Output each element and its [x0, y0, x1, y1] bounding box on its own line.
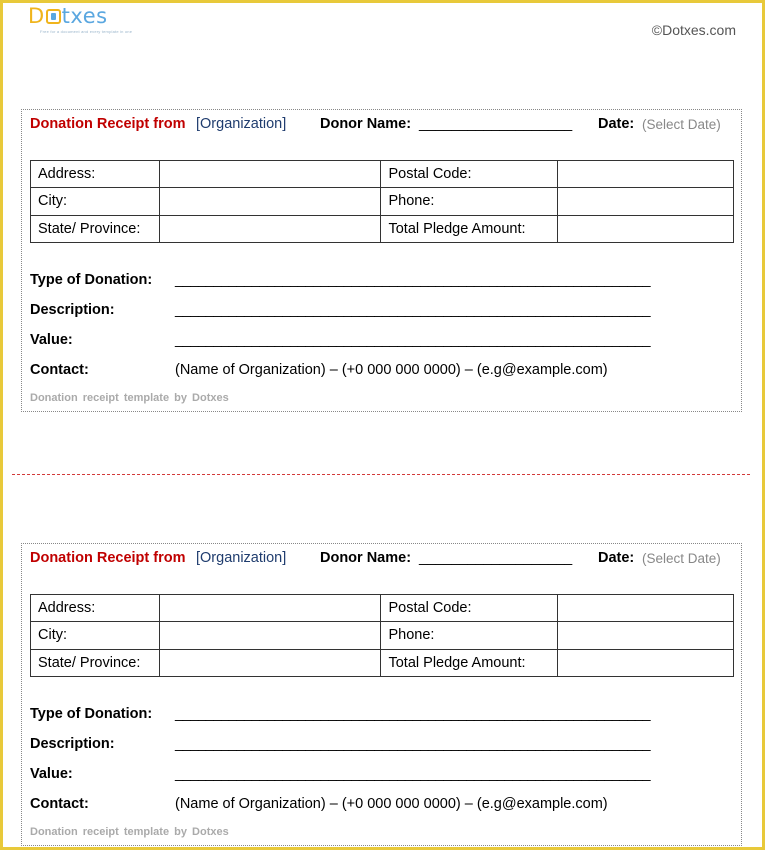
date-label: Date:: [598, 116, 635, 132]
template-credit: Donation receipt template by Dotxes: [30, 392, 229, 404]
city-cell[interactable]: [159, 622, 381, 649]
receipt-title: Donation Receipt from: [30, 116, 186, 132]
type-of-donation-blank[interactable]: ______________________________________________________________: [175, 706, 651, 722]
city-label: City:: [31, 622, 160, 649]
donor-info-table: [30, 160, 734, 243]
table-row: [31, 649, 734, 676]
address-label: Address:: [31, 595, 160, 622]
donor-name-label: Donor Name:: [320, 116, 412, 132]
state-province-label: State/ Province:: [31, 215, 160, 242]
receipt-header: [30, 550, 733, 570]
organization-field[interactable]: [Organization]: [196, 116, 287, 132]
total-pledge-cell[interactable]: [558, 215, 734, 242]
description-label: Description:: [30, 302, 115, 318]
table-row: [31, 215, 734, 242]
state-province-cell[interactable]: [159, 215, 381, 242]
type-of-donation-label: Type of Donation:: [30, 272, 153, 288]
phone-label: Phone:: [381, 188, 558, 215]
logo-letter-d: D: [28, 4, 45, 28]
table-row: [31, 161, 734, 188]
phone-label: Phone:: [381, 622, 558, 649]
description-label: Description:: [30, 736, 115, 752]
cut-line-divider: [12, 474, 750, 475]
contact-label: Contact:: [30, 796, 89, 812]
city-label: City:: [31, 188, 160, 215]
state-province-cell[interactable]: [159, 649, 381, 676]
description-blank[interactable]: ______________________________________________________________: [175, 736, 651, 752]
receipt-header: [30, 116, 733, 136]
phone-cell[interactable]: [558, 622, 734, 649]
date-picker[interactable]: (Select Date): [642, 551, 721, 566]
postal-code-cell[interactable]: [558, 161, 734, 188]
receipt-title: Donation Receipt from: [30, 550, 186, 566]
date-label: Date:: [598, 550, 635, 566]
organization-field[interactable]: [Organization]: [196, 550, 287, 566]
postal-code-label: Postal Code:: [381, 161, 558, 188]
donor-name-blank[interactable]: ___________________: [419, 116, 573, 132]
dotxes-logo: [28, 6, 108, 27]
total-pledge-cell[interactable]: [558, 649, 734, 676]
contact-text: (Name of Organization) – (+0 000 000 0000) – (e.g@example.com): [175, 796, 608, 812]
logo-text: txes: [61, 4, 108, 28]
value-label: Value:: [30, 332, 73, 348]
contact-text: (Name of Organization) – (+0 000 000 0000) – (e.g@example.com): [175, 362, 608, 378]
address-cell[interactable]: [159, 161, 381, 188]
state-province-label: State/ Province:: [31, 649, 160, 676]
table-row: [31, 622, 734, 649]
postal-code-label: Postal Code:: [381, 595, 558, 622]
phone-cell[interactable]: [558, 188, 734, 215]
donor-name-blank[interactable]: ___________________: [419, 550, 573, 566]
table-row: [31, 595, 734, 622]
donor-name-label: Donor Name:: [320, 550, 412, 566]
description-blank[interactable]: ______________________________________________________________: [175, 302, 651, 318]
copyright-text: ©Dotxes.com: [651, 22, 736, 38]
type-of-donation-label: Type of Donation:: [30, 706, 153, 722]
type-of-donation-blank[interactable]: ______________________________________________________________: [175, 272, 651, 288]
total-pledge-label: Total Pledge Amount:: [381, 649, 558, 676]
logo-document-icon: [46, 9, 61, 24]
logo-tagline: Free for a document and every template in one: [40, 29, 133, 34]
contact-label: Contact:: [30, 362, 89, 378]
value-blank[interactable]: ______________________________________________________________: [175, 766, 651, 782]
table-row: [31, 188, 734, 215]
postal-code-cell[interactable]: [558, 595, 734, 622]
value-blank[interactable]: ______________________________________________________________: [175, 332, 651, 348]
value-label: Value:: [30, 766, 73, 782]
donor-info-table: [30, 594, 734, 677]
address-label: Address:: [31, 161, 160, 188]
donation-receipt-2: [21, 543, 742, 846]
template-credit: Donation receipt template by Dotxes: [30, 826, 229, 838]
donation-receipt-1: [21, 109, 742, 412]
city-cell[interactable]: [159, 188, 381, 215]
address-cell[interactable]: [159, 595, 381, 622]
date-picker[interactable]: (Select Date): [642, 117, 721, 132]
total-pledge-label: Total Pledge Amount:: [381, 215, 558, 242]
